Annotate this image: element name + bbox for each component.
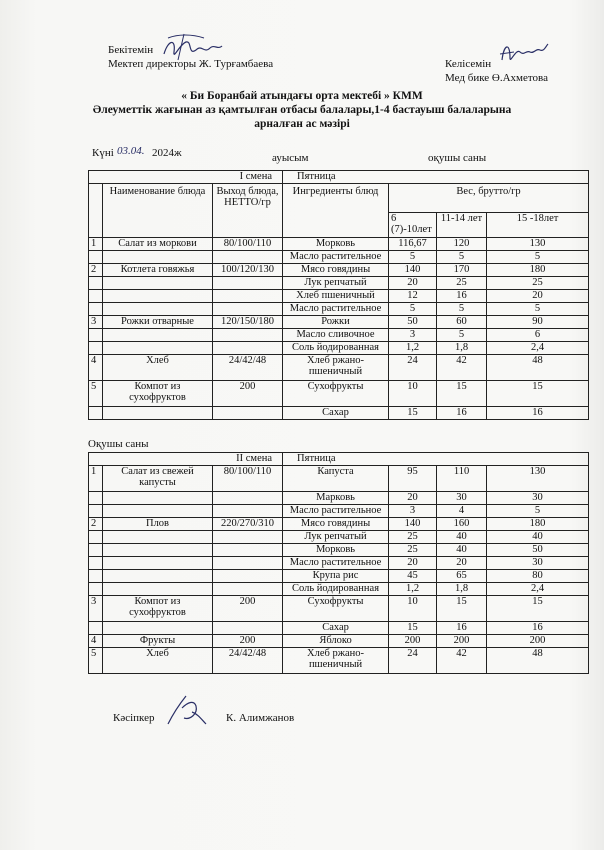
weight-age3: 16 <box>487 622 589 635</box>
weight-age3: 5 <box>487 251 589 264</box>
weight-age2: 20 <box>437 557 487 570</box>
ingredient-name: Масло растительное <box>283 505 389 518</box>
dish-name: Рожки отварные <box>103 316 213 329</box>
ingredient-name: Хлеб ржано-пшеничный <box>283 648 389 674</box>
weight-age1: 10 <box>389 596 437 622</box>
date-handwritten: 03.04. <box>117 145 145 157</box>
ingredient-name: Масло растительное <box>283 251 389 264</box>
approval-left-line2: Мектеп директоры Ж. Турғамбаева <box>108 58 274 70</box>
weight-age3: 48 <box>487 648 589 674</box>
row-number <box>89 622 103 635</box>
ingredient-name: Масло сливочное <box>283 329 389 342</box>
entrepreneur-signature <box>162 692 212 728</box>
table-row <box>89 277 589 290</box>
dish-name <box>103 531 213 544</box>
dish-output <box>213 251 283 264</box>
director-signature <box>158 30 226 64</box>
ingredient-name: Крупа рис <box>283 570 389 583</box>
table-row <box>89 505 589 518</box>
ingredient-name: Лук репчатый <box>283 531 389 544</box>
ingredients-header: Ингредиенты блюд <box>283 184 389 238</box>
weight-age1: 1,2 <box>389 583 437 596</box>
table-row <box>89 570 589 583</box>
ingredient-name: Соль йодированная <box>283 342 389 355</box>
ingredient-name: Яблоко <box>283 635 389 648</box>
dish-name <box>103 544 213 557</box>
weight-age3: 130 <box>487 466 589 492</box>
table-row <box>89 466 589 492</box>
menu-table-shift2 <box>88 452 589 674</box>
shift-label: ауысым <box>272 152 309 164</box>
title-line3: арналған ас мәзірі <box>254 118 350 130</box>
students2-label: Оқушы саны <box>88 438 149 450</box>
weight-age1: 3 <box>389 329 437 342</box>
dish-name <box>103 290 213 303</box>
dish-name <box>103 303 213 316</box>
weight-age1: 3 <box>389 505 437 518</box>
weight-age2: 5 <box>437 329 487 342</box>
table-header-row <box>89 171 589 184</box>
table-row <box>89 635 589 648</box>
weight-age3: 200 <box>487 635 589 648</box>
weight-age3: 5 <box>487 505 589 518</box>
row-number <box>89 407 103 420</box>
dish-name: Салат из моркови <box>103 238 213 251</box>
table-row <box>89 290 589 303</box>
dish-name <box>103 342 213 355</box>
weight-age3: 16 <box>487 407 589 420</box>
row-number: 5 <box>89 381 103 407</box>
dish-name: Хлеб <box>103 648 213 674</box>
day-label-cell: Пятница <box>283 171 589 184</box>
weight-age1: 24 <box>389 355 437 381</box>
footer-name: К. Алимжанов <box>226 712 295 724</box>
date-year: 2024ж <box>152 147 182 159</box>
dish-output: 24/42/48 <box>213 355 283 381</box>
ingredient-name: Соль йодированная <box>283 583 389 596</box>
weight-age1: 200 <box>389 635 437 648</box>
weight-age3: 30 <box>487 492 589 505</box>
dish-name <box>103 583 213 596</box>
weight-age3: 15 <box>487 381 589 407</box>
dish-header: Наименование блюда <box>103 184 213 238</box>
weight-age3: 130 <box>487 238 589 251</box>
row-number <box>89 583 103 596</box>
dish-output: 24/42/48 <box>213 648 283 674</box>
dish-output <box>213 290 283 303</box>
weight-age1: 140 <box>389 264 437 277</box>
row-number <box>89 303 103 316</box>
ingredient-name: Марковь <box>283 492 389 505</box>
weight-age1: 20 <box>389 557 437 570</box>
weight-age2: 16 <box>437 407 487 420</box>
dish-output <box>213 303 283 316</box>
row-number: 2 <box>89 518 103 531</box>
table-row <box>89 557 589 570</box>
weight-age2: 40 <box>437 544 487 557</box>
weight-age2: 5 <box>437 303 487 316</box>
weight-age1: 24 <box>389 648 437 674</box>
ingredient-name: Хлеб пшеничный <box>283 290 389 303</box>
weight-age3: 50 <box>487 544 589 557</box>
weight-age2: 5 <box>437 251 487 264</box>
dish-name <box>103 570 213 583</box>
dish-name: Компот из сухофруктов <box>103 381 213 407</box>
weight-age3: 180 <box>487 264 589 277</box>
table-row <box>89 407 589 420</box>
row-number: 3 <box>89 596 103 622</box>
title-line1: « Би Боранбай атындағы орта мектебі » КММ <box>181 90 423 102</box>
table-row <box>89 518 589 531</box>
weight-age1: 20 <box>389 277 437 290</box>
weight-age1: 25 <box>389 531 437 544</box>
shift-label-cell: II смена <box>89 453 283 466</box>
table-row <box>89 238 589 251</box>
row-number <box>89 544 103 557</box>
dish-output: 200 <box>213 596 283 622</box>
weight-age1: 95 <box>389 466 437 492</box>
dish-name: Хлеб <box>103 355 213 381</box>
weight-age2: 120 <box>437 238 487 251</box>
weight-header: Вес, брутто/гр <box>389 184 589 213</box>
dish-name: Фрукты <box>103 635 213 648</box>
nurse-signature <box>496 38 552 68</box>
dish-output <box>213 492 283 505</box>
row-number: 4 <box>89 355 103 381</box>
dish-output <box>213 329 283 342</box>
weight-age3: 2,4 <box>487 342 589 355</box>
row-number <box>89 251 103 264</box>
dish-name: Салат из свежей капусты <box>103 466 213 492</box>
row-number <box>89 505 103 518</box>
weight-age1: 45 <box>389 570 437 583</box>
weight-age1: 5 <box>389 251 437 264</box>
approval-right-line1: Келісемін <box>445 58 492 70</box>
weight-age2: 42 <box>437 648 487 674</box>
weight-age1: 15 <box>389 407 437 420</box>
weight-age2: 170 <box>437 264 487 277</box>
shift-label-cell: I смена <box>89 171 283 184</box>
dish-output: 200 <box>213 381 283 407</box>
table-row <box>89 492 589 505</box>
weight-age3: 180 <box>487 518 589 531</box>
dish-name <box>103 557 213 570</box>
table-row <box>89 531 589 544</box>
ingredient-name: Мясо говядины <box>283 518 389 531</box>
dish-output <box>213 622 283 635</box>
table-row <box>89 329 589 342</box>
dish-name <box>103 505 213 518</box>
row-number <box>89 329 103 342</box>
row-number: 1 <box>89 238 103 251</box>
weight-age1: 5 <box>389 303 437 316</box>
weight-age3: 48 <box>487 355 589 381</box>
weight-age2: 42 <box>437 355 487 381</box>
weight-age1: 116,67 <box>389 238 437 251</box>
weight-age3: 80 <box>487 570 589 583</box>
dish-name: Плов <box>103 518 213 531</box>
weight-age2: 1,8 <box>437 342 487 355</box>
table-row <box>89 622 589 635</box>
weight-age1: 1,2 <box>389 342 437 355</box>
dish-output <box>213 342 283 355</box>
dish-output: 220/270/310 <box>213 518 283 531</box>
row-number: 3 <box>89 316 103 329</box>
weight-age2: 15 <box>437 596 487 622</box>
weight-age3: 6 <box>487 329 589 342</box>
ingredient-name: Сухофрукты <box>283 381 389 407</box>
dish-output <box>213 505 283 518</box>
ingredient-name: Лук репчатый <box>283 277 389 290</box>
table-header-row <box>89 453 589 466</box>
dish-output <box>213 531 283 544</box>
weight-age2: 200 <box>437 635 487 648</box>
weight-age1: 10 <box>389 381 437 407</box>
weight-age2: 1,8 <box>437 583 487 596</box>
weight-age2: 60 <box>437 316 487 329</box>
dish-output <box>213 570 283 583</box>
students-label: оқушы саны <box>428 152 487 164</box>
table-row <box>89 381 589 407</box>
dish-name <box>103 492 213 505</box>
ingredient-name: Сахар <box>283 407 389 420</box>
day-label-cell: Пятница <box>283 453 589 466</box>
table-row <box>89 544 589 557</box>
weight-age2: 25 <box>437 277 487 290</box>
weight-age3: 5 <box>487 303 589 316</box>
dish-name <box>103 407 213 420</box>
weight-age2: 16 <box>437 622 487 635</box>
approval-right-line2: Мед бике Ө.Ахметова <box>445 72 548 84</box>
weight-age3: 25 <box>487 277 589 290</box>
ingredient-name: Сухофрукты <box>283 596 389 622</box>
dish-name: Компот из сухофруктов <box>103 596 213 622</box>
weight-age1: 140 <box>389 518 437 531</box>
menu-table-shift1 <box>88 170 589 420</box>
row-number: 5 <box>89 648 103 674</box>
dish-output: 200 <box>213 635 283 648</box>
dish-output: 100/120/130 <box>213 264 283 277</box>
ingredient-name: Сахар <box>283 622 389 635</box>
weight-age1: 25 <box>389 544 437 557</box>
row-number <box>89 570 103 583</box>
dish-output: 120/150/180 <box>213 316 283 329</box>
table-row <box>89 355 589 381</box>
row-number: 4 <box>89 635 103 648</box>
age-header-1: 6 (7)-10лет <box>389 213 437 238</box>
footer-label: Кәсіпкер <box>113 712 155 724</box>
weight-age2: 65 <box>437 570 487 583</box>
dish-output <box>213 277 283 290</box>
weight-age3: 30 <box>487 557 589 570</box>
age-header-3: 15 -18лет <box>487 213 589 238</box>
output-header: Выход блюда, НЕТТО/гр <box>213 184 283 238</box>
weight-age1: 12 <box>389 290 437 303</box>
weight-age2: 30 <box>437 492 487 505</box>
table-row <box>89 303 589 316</box>
table-row <box>89 316 589 329</box>
row-number: 2 <box>89 264 103 277</box>
weight-age1: 15 <box>389 622 437 635</box>
weight-age3: 90 <box>487 316 589 329</box>
dish-name <box>103 251 213 264</box>
dish-name: Котлета говяжья <box>103 264 213 277</box>
dish-output <box>213 583 283 596</box>
weight-age3: 15 <box>487 596 589 622</box>
weight-age2: 160 <box>437 518 487 531</box>
weight-age1: 50 <box>389 316 437 329</box>
weight-age2: 15 <box>437 381 487 407</box>
weight-age3: 40 <box>487 531 589 544</box>
row-number <box>89 492 103 505</box>
dish-output <box>213 407 283 420</box>
table-row <box>89 342 589 355</box>
ingredient-name: Мясо говядины <box>283 264 389 277</box>
weight-age2: 110 <box>437 466 487 492</box>
row-number <box>89 290 103 303</box>
date-label: Күні <box>92 147 114 159</box>
table-row <box>89 251 589 264</box>
ingredient-name: Масло растительное <box>283 303 389 316</box>
weight-age3: 2,4 <box>487 583 589 596</box>
weight-age1: 20 <box>389 492 437 505</box>
ingredient-name: Морковь <box>283 544 389 557</box>
dish-name <box>103 277 213 290</box>
dish-output <box>213 544 283 557</box>
dish-name <box>103 622 213 635</box>
row-number: 1 <box>89 466 103 492</box>
ingredient-name: Хлеб ржано-пшеничный <box>283 355 389 381</box>
row-number <box>89 342 103 355</box>
ingredient-name: Масло растительное <box>283 557 389 570</box>
dish-name <box>103 329 213 342</box>
weight-age2: 40 <box>437 531 487 544</box>
title-line2: Әлеуметтік жағынан аз қамтылған отбасы балалары,1-4 бастауыш балаларына <box>92 104 512 116</box>
table-row <box>89 583 589 596</box>
table-row <box>89 264 589 277</box>
table-row <box>89 596 589 622</box>
row-number <box>89 531 103 544</box>
dish-output: 80/100/110 <box>213 466 283 492</box>
approval-left-line1: Бекітемін <box>108 44 154 56</box>
ingredient-name: Рожки <box>283 316 389 329</box>
dish-output: 80/100/110 <box>213 238 283 251</box>
table-header-row <box>89 184 589 213</box>
row-number <box>89 277 103 290</box>
age-header-2: 11-14 лет <box>437 213 487 238</box>
weight-age2: 16 <box>437 290 487 303</box>
row-number <box>89 557 103 570</box>
dish-output <box>213 557 283 570</box>
ingredient-name: Морковь <box>283 238 389 251</box>
table-row <box>89 648 589 674</box>
weight-age3: 20 <box>487 290 589 303</box>
weight-age2: 4 <box>437 505 487 518</box>
ingredient-name: Капуста <box>283 466 389 492</box>
